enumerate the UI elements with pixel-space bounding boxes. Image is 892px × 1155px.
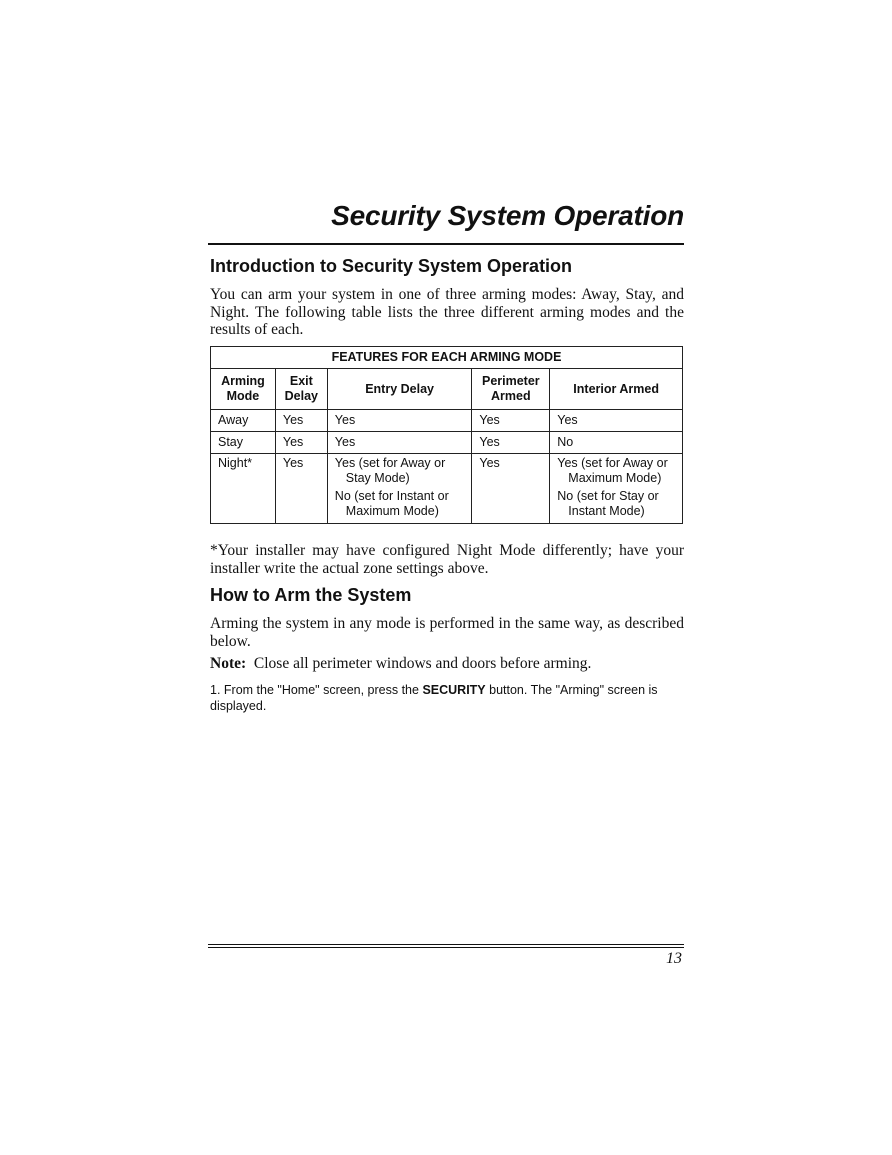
column-header: Interior Armed: [550, 369, 683, 410]
column-header: Entry Delay: [327, 369, 472, 410]
page-number: 13: [666, 950, 682, 967]
table-row: [211, 410, 683, 432]
column-header: Exit Delay: [275, 369, 327, 410]
table-footnote: *Your installer may have configured Night Mode differently; have your installer write the actual zone settings above.: [210, 542, 684, 577]
note-label: Note:: [210, 655, 247, 672]
footer-rule: [208, 947, 684, 948]
how-to-arm-paragraph: Arming the system in any mode is performed in the same way, as described below.: [210, 615, 684, 650]
interior-option: No (set for Stay or Instant Mode): [557, 489, 659, 518]
entry-delay-option: No (set for Instant or Maximum Mode): [334, 489, 449, 518]
perimeter-cell: Yes: [472, 410, 550, 432]
note-text: Close all perimeter windows and doors before arming.: [253, 655, 592, 672]
interior-cell: No: [550, 432, 683, 454]
section-heading-how-to-arm: How to Arm the System: [210, 585, 412, 605]
entry-delay-cell: [327, 454, 472, 524]
entry-delay-option: Yes (set for Away or Stay Mode): [334, 456, 446, 485]
section-heading-intro: Introduction to Security System Operation: [210, 256, 573, 276]
column-header: Perimeter Armed: [472, 369, 550, 410]
intro-paragraph: You can arm your system in one of three arming modes: Away, Stay, and Night. The following table lists the three different arming modes and the results of each.: [210, 286, 684, 338]
title-rule: [208, 243, 684, 245]
perimeter-cell: Yes: [472, 432, 550, 454]
entry-delay-cell: Yes: [327, 410, 472, 432]
table-row: [211, 432, 683, 454]
table-row: [211, 454, 683, 524]
note: [210, 655, 684, 673]
interior-cell: [550, 454, 683, 524]
column-header: Arming Mode: [211, 369, 276, 410]
exit-delay-cell: Yes: [275, 454, 327, 524]
exit-delay-cell: Yes: [275, 432, 327, 454]
mode-cell: Away: [211, 410, 276, 432]
step-text-start: 1. From the "Home" screen, press the: [210, 683, 423, 697]
step-text-end: button. The "Arming" screen is displayed.: [210, 683, 658, 713]
interior-cell: Yes: [550, 410, 683, 432]
footer-rule: [208, 944, 684, 945]
exit-delay-cell: Yes: [275, 410, 327, 432]
step-1: [210, 682, 684, 714]
perimeter-cell: Yes: [472, 454, 550, 524]
security-button-label: SECURITY: [422, 683, 486, 697]
table-header-row: [211, 369, 683, 410]
entry-delay-cell: Yes: [327, 432, 472, 454]
table-caption: FEATURES FOR EACH ARMING MODE: [211, 347, 683, 369]
mode-cell: Stay: [211, 432, 276, 454]
chapter-title: Security System Operation: [331, 200, 684, 231]
arming-modes-table: [210, 346, 683, 524]
mode-cell: Night*: [211, 454, 276, 524]
interior-option: Yes (set for Away or Maximum Mode): [557, 456, 668, 485]
